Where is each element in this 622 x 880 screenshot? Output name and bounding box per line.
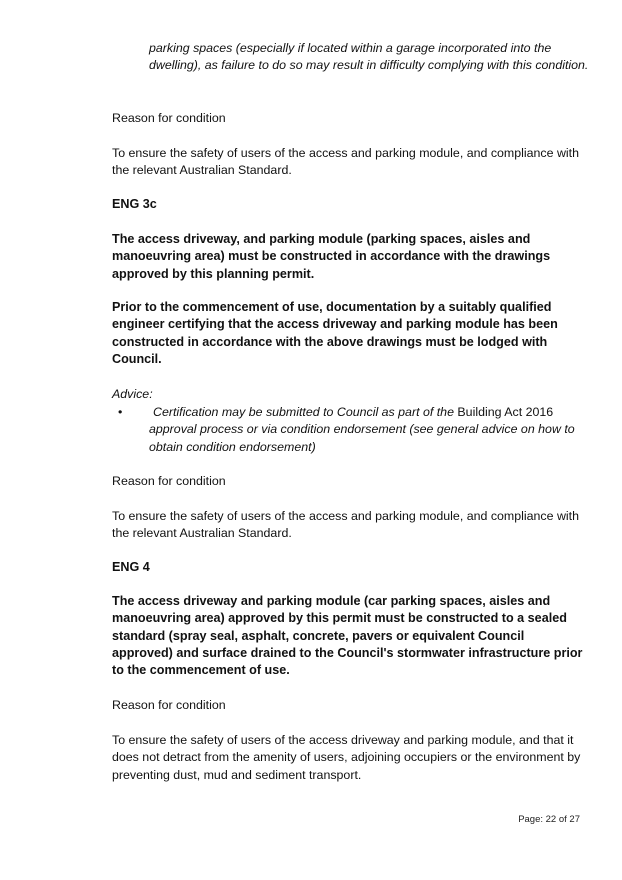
reason-text-1: To ensure the safety of users of the access and parking module, and compliance with the relevant Australian Standard.: [112, 146, 579, 178]
advice-label: Advice:: [112, 387, 153, 401]
advice-text-after: approval process or via condition endorsement (see general advice on how to obtain condition endorsement): [149, 422, 575, 454]
reason-label-3: Reason for condition: [112, 698, 226, 712]
reason-text-2: To ensure the safety of users of the access and parking module, and compliance with the relevant Australian Standard.: [112, 509, 579, 541]
eng3c-heading: ENG 3c: [112, 197, 157, 211]
reason-text-3: To ensure the safety of users of the access driveway and parking module, and that it does not detract from the amenity of users, adjoining occupiers or the environment by preventing dust, mud and sediment transport.: [112, 733, 581, 782]
eng4-heading: ENG 4: [112, 560, 150, 574]
bullet-dot-icon: •: [118, 405, 123, 419]
reason-label-2: Reason for condition: [112, 474, 226, 488]
eng3c-para1: The access driveway, and parking module (parking spaces, aisles and manoeuvring area) must be constructed in accordance with the drawings approved by this planning permit.: [112, 232, 551, 281]
eng3c-para2: Prior to the commencement of use, documentation by a suitably qualified engineer certifying that the access driveway and parking module has been constructed in accordance with the above drawings must be lodged with Council.: [112, 300, 558, 366]
advice-bullet-text: [149, 404, 589, 456]
advice-text-before: Certification may be submitted to Council as part of the: [153, 405, 454, 419]
advice-act-name: Building Act 2016: [457, 405, 554, 419]
eng4-para1: The access driveway and parking module (car parking spaces, aisles and manoeuvring area) approved by this permit must be constructed to a sealed standard (spray seal, asphalt, concrete, pavers or equivalent Council approved) and surface drained to the Council's stormwater infrastructure prior to the commencement of use.: [112, 594, 583, 678]
page-number: Page: 22 of 27: [518, 814, 580, 825]
reason-label-1: Reason for condition: [112, 111, 226, 125]
intro-italic-text: parking spaces (especially if located within a garage incorporated into the dwelling), as failure to do so may result in difficulty complying with this condition.: [149, 41, 589, 73]
